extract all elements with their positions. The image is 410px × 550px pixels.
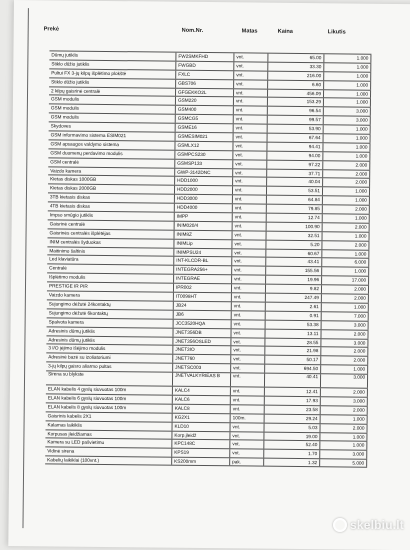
item-code-cell: IMPP xyxy=(174,213,232,221)
item-stock-cell: 2.000 xyxy=(320,330,368,338)
item-code-cell: HDD4000 xyxy=(174,204,232,212)
item-stock-cell: 2.000 xyxy=(322,205,370,213)
item-code-cell: KALC4 xyxy=(172,387,230,395)
item-code-cell: INIMPSU24 xyxy=(173,248,231,256)
item-unit-cell: vnt. xyxy=(233,80,267,88)
item-unit-cell: vnt. xyxy=(231,284,265,292)
item-stock-cell: 1.000 xyxy=(322,196,370,204)
item-unit-cell: vnt. xyxy=(231,258,265,266)
item-code-cell: KG2X1 xyxy=(172,413,230,421)
item-name-cell: PRESTIGE IR PIR xyxy=(48,283,88,289)
item-stock-cell: 2.000 xyxy=(320,348,368,356)
item-code-cell: HDD1000 xyxy=(174,177,232,185)
item-unit-cell: vnt. xyxy=(230,338,264,346)
watermark-logo-icon xyxy=(333,518,347,532)
item-code-cell: FXLC xyxy=(175,70,233,78)
watermark-text: skelbiu.lt xyxy=(349,518,404,532)
item-stock-cell: 1.000 xyxy=(319,433,367,441)
item-name-cell: Gaisrinis kabelis 2X1 xyxy=(47,413,92,419)
item-unit-cell: vnt. xyxy=(233,124,267,132)
item-price-cell: 53.51 xyxy=(266,187,322,195)
item-code-cell: INTEGRAE xyxy=(173,275,231,283)
item-stock-cell: 2.000 xyxy=(319,424,367,432)
item-code-cell: JNET356OSLED xyxy=(172,337,230,345)
item-code-cell: HDD3000 xyxy=(174,195,232,203)
item-name-cell: Adresinė bazė su izoliatoriumi xyxy=(48,354,111,361)
item-stock-cell: 1.000 xyxy=(323,125,371,133)
item-unit-cell: vnt. xyxy=(232,187,266,195)
item-stock-cell: 1.000 xyxy=(321,268,369,276)
item-name-cell: 4TB kietasis diskas xyxy=(49,203,90,209)
item-code-cell: GSMPCS230 xyxy=(174,150,232,158)
item-code-cell: JCC3520HQA xyxy=(173,319,231,327)
item-code-cell: GSMCG5 xyxy=(175,115,233,123)
item-unit-cell: vnt. xyxy=(232,151,266,159)
item-name-cell: Kietas diskas 1000GB xyxy=(50,176,97,183)
item-name-cell: 3TB kietasis diskas xyxy=(49,194,91,201)
item-name-cell: ELAN kabelis 8 gyslų siuvuotas 100m xyxy=(47,404,127,411)
item-price-cell: 40.41 xyxy=(264,374,320,388)
item-price-cell: 60.67 xyxy=(265,249,321,257)
item-unit-cell: vnt. xyxy=(232,231,266,239)
item-price-cell: 100.90 xyxy=(266,223,322,231)
item-stock-cell: 1.000 xyxy=(323,54,371,62)
table-header xyxy=(32,26,410,42)
item-name-cell: Kabelių laikiklai (100vnt.) xyxy=(47,457,100,464)
item-name-cell: Išplėtimo modulis xyxy=(49,274,86,281)
item-code-cell: INIM020/4 xyxy=(174,222,232,230)
item-unit-cell: vnt. xyxy=(230,423,264,431)
item-code-cell: GSM220 xyxy=(175,97,233,105)
item-stock-cell: 1.000 xyxy=(321,303,369,311)
item-unit-cell: vnt. xyxy=(233,107,267,115)
item-price-cell: 5.20 xyxy=(265,240,321,248)
item-unit-cell: vnt. xyxy=(231,311,265,319)
item-name-cell: Pultui FX 3-jų kilpų išplėtimo plokštė xyxy=(51,70,127,76)
header-kaina: Kaina xyxy=(277,28,293,35)
item-unit-cell: vnt. xyxy=(231,240,265,248)
item-unit-cell: vnt. xyxy=(233,133,267,141)
item-price-cell: 53.90 xyxy=(267,125,323,133)
inventory-table xyxy=(45,50,371,467)
item-unit-cell: vnt. xyxy=(231,302,265,310)
item-stock-cell: 1.000 xyxy=(319,442,367,450)
item-code-cell: GBS706 xyxy=(175,79,233,87)
item-unit-cell: vnt. xyxy=(229,432,263,440)
item-unit-cell: vnt. xyxy=(233,53,267,61)
item-name-cell: Adresinis dūmų jutiklis xyxy=(48,327,95,334)
item-price-cell: 21.98 xyxy=(264,347,320,355)
item-code-cell: KPS19 xyxy=(171,449,229,457)
item-unit-cell: vnt. xyxy=(230,396,264,404)
item-price-cell: 29.24 xyxy=(264,414,320,422)
item-unit-cell: vnt. xyxy=(232,178,266,186)
item-price-cell: 79.85 xyxy=(266,205,322,213)
item-code-cell: JB6 xyxy=(173,311,231,319)
item-unit-cell: vnt. xyxy=(232,204,266,212)
item-stock-cell: 3.000 xyxy=(320,339,368,347)
item-code-cell: KALC8 xyxy=(172,405,230,413)
item-price-cell: 94.00 xyxy=(266,151,322,159)
item-code-cell: GSMSP133 xyxy=(174,159,232,167)
item-name-cell: GSM modulis xyxy=(50,105,80,112)
item-stock-cell: 1.000 xyxy=(323,99,371,107)
item-name-cell: Kalamas laikiklis xyxy=(47,421,82,428)
watermark xyxy=(333,518,404,532)
item-unit-cell: vnt. xyxy=(229,441,263,449)
item-code-cell: JNET760 xyxy=(172,355,230,363)
item-stock-cell: 3.000 xyxy=(319,451,367,459)
item-price-cell: 32.51 xyxy=(266,231,322,239)
item-code-cell: HDD2000 xyxy=(174,186,232,194)
item-code-cell: IPR002 xyxy=(173,284,231,292)
header-matas: Matas xyxy=(241,28,258,35)
item-price-cell: 153.29 xyxy=(267,98,323,106)
item-unit-cell: vnt. xyxy=(230,329,264,337)
item-code-cell: KLD10 xyxy=(172,422,230,430)
item-unit-cell: vnt. xyxy=(230,356,264,364)
item-price-cell: 216.00 xyxy=(267,71,323,79)
item-price-cell: 65.00 xyxy=(267,54,323,62)
item-stock-cell: 2.000 xyxy=(321,241,369,249)
item-price-cell: 9.82 xyxy=(265,285,321,293)
item-name-cell: 3 I/O įėjimo išėjimo modulis xyxy=(48,345,106,352)
item-unit-cell: vnt. xyxy=(230,364,264,372)
item-price-cell: 99.57 xyxy=(267,116,323,124)
item-unit-cell: vnt. xyxy=(231,249,265,257)
item-unit-cell: vnt. xyxy=(232,213,266,221)
item-code-cell: JNET3IO xyxy=(172,346,230,354)
item-code-cell: IT0098HT xyxy=(173,293,231,301)
item-stock-cell: 1.000 xyxy=(322,214,370,222)
item-stock-cell: 1.000 xyxy=(322,143,370,151)
item-stock-cell: 2.000 xyxy=(320,357,368,365)
item-price-cell: 52.40 xyxy=(263,441,319,449)
item-unit-cell: vnt. xyxy=(230,387,264,395)
item-stock-cell: 3.000 xyxy=(320,397,368,405)
header-likutis: Likutis xyxy=(327,29,346,36)
item-stock-cell: 1.000 xyxy=(322,232,370,240)
item-code-cell: KALC6 xyxy=(172,396,230,404)
item-stock-cell: 7.000 xyxy=(321,312,369,320)
item-code-cell: JNETSC003 xyxy=(172,364,230,372)
item-stock-cell: 1.000 xyxy=(323,72,371,80)
item-unit-cell: vnt. xyxy=(232,222,266,230)
item-stock-cell: 2.000 xyxy=(321,285,369,293)
item-stock-cell: 2.000 xyxy=(320,406,368,414)
item-name-cell: GSM centralė xyxy=(50,159,79,165)
item-price-cell: 13.11 xyxy=(264,329,320,337)
item-stock-cell: 1.000 xyxy=(323,81,371,89)
item-name-cell: 2 kilpų gaisrinė centralė xyxy=(51,87,101,94)
item-price-cell: 28.55 xyxy=(264,338,320,346)
item-name-cell: 3-jų kilpų gaisro aliarmo pultas xyxy=(48,363,112,370)
item-unit-cell: vnt. xyxy=(232,196,266,204)
item-price-cell: 40.04 xyxy=(266,178,322,186)
item-name-cell: Stiklo dūžio jutiklis xyxy=(51,61,90,67)
item-stock-cell: 5.000 xyxy=(319,459,367,466)
item-name-cell: GSM duomenų perdavimo modulis xyxy=(50,150,123,156)
item-stock-cell: 1.000 xyxy=(321,250,369,258)
item-unit-cell: vnt. xyxy=(229,450,263,458)
item-name-cell: INIM centralės šyduokas xyxy=(49,239,101,245)
item-name-cell: Korpusas įleidžiamas xyxy=(47,430,92,437)
item-code-cell: GWP-3142DNC xyxy=(174,168,232,176)
item-name-cell: GSM informavimo sistema ESIM021 xyxy=(50,132,127,139)
item-code-cell: GSMESIM021 xyxy=(175,133,233,141)
item-unit-cell: vnt. xyxy=(233,71,267,79)
item-stock-cell: 6.000 xyxy=(321,259,369,267)
item-code-cell: JNETVALKYRIEAS B xyxy=(172,373,230,387)
item-price-cell: 94.41 xyxy=(266,143,322,151)
item-price-cell: 1.32 xyxy=(263,459,319,466)
item-name-cell: ELAN kabelis 6 gyslų siuvuotas 100m xyxy=(47,395,127,402)
item-name-cell: GSM modulis xyxy=(50,96,80,103)
item-stock-cell: 1.000 xyxy=(323,63,371,71)
page-margin-line xyxy=(22,8,28,528)
item-stock-cell: 1.000 xyxy=(322,152,370,160)
item-stock-cell: 2.000 xyxy=(322,179,370,187)
item-code-cell: INIMLip xyxy=(173,239,231,247)
item-price-cell: 50.17 xyxy=(264,356,320,364)
item-name-cell: Vaizdo kamera xyxy=(50,167,82,174)
item-code-cell: GFGEKKO2L xyxy=(175,88,233,96)
item-price-cell: 96.54 xyxy=(267,107,323,115)
item-stock-cell: 1.000 xyxy=(323,134,371,142)
item-code-cell: GSM400 xyxy=(175,106,233,114)
item-price-cell: 155.56 xyxy=(265,267,321,275)
item-unit-cell: 100m. xyxy=(230,414,264,422)
item-name-cell: Stiklo dūžio jutiklis xyxy=(51,79,90,85)
item-price-cell: 12.74 xyxy=(266,214,322,222)
item-stock-cell: 3.000 xyxy=(323,108,371,116)
item-name-cell: Sirena su blykste xyxy=(48,371,84,377)
item-name-cell: Spalvota kamera xyxy=(48,319,84,325)
item-stock-cell: 1.000 xyxy=(323,90,371,98)
item-unit-cell: vnt. xyxy=(233,116,267,124)
item-code-cell: FW2SMKFHD xyxy=(175,53,233,61)
item-name-cell: Impso smūgio jutiklis xyxy=(49,212,94,218)
item-stock-cell: 1.000 xyxy=(322,188,370,196)
item-name-cell: Centralė xyxy=(49,265,67,271)
item-price-cell: 97.22 xyxy=(266,160,322,168)
item-price-cell: 247.49 xyxy=(265,294,321,302)
item-price-cell: 43.41 xyxy=(265,258,321,266)
item-name-cell: Adresinis dūmų jutiklis xyxy=(48,336,95,343)
item-code-cell: JNET356DB xyxy=(172,328,230,336)
item-unit-cell: vnt. xyxy=(230,405,264,413)
item-unit-cell: vnt. xyxy=(231,276,265,284)
item-stock-cell: 3.000 xyxy=(321,321,369,329)
item-price-cell: 12.41 xyxy=(264,388,320,396)
item-price-cell: 456.09 xyxy=(267,89,323,97)
item-code-cell: FWGBD xyxy=(175,62,233,70)
item-stock-cell: 3.000 xyxy=(320,374,368,388)
item-price-cell: 33.30 xyxy=(267,63,323,71)
item-code-cell: INTEGRA256+ xyxy=(173,266,231,274)
item-price-cell: 53.38 xyxy=(265,320,321,328)
header-nom-nr: Nom.Nr. xyxy=(181,27,204,34)
item-unit-cell: vnt. xyxy=(232,169,266,177)
item-name-cell: Skydoves xyxy=(50,123,72,129)
item-code-cell: INIM8Z xyxy=(174,230,232,238)
item-unit-cell: vnt. xyxy=(231,267,265,275)
item-name-cell: Gaisrinės centralės išplėtėjas xyxy=(49,230,111,236)
item-stock-cell: 2.000 xyxy=(322,161,370,169)
item-price-cell: 6.60 xyxy=(267,80,323,88)
item-unit-cell: pak. xyxy=(229,458,263,465)
item-price-cell: 19.96 xyxy=(265,276,321,284)
item-code-cell: GSMLX12 xyxy=(174,142,232,150)
item-unit-cell: vnt. xyxy=(231,293,265,301)
item-price-cell: 1.70 xyxy=(263,450,319,458)
item-code-cell: GSME16 xyxy=(175,124,233,132)
item-code-cell: Korp.įleidž xyxy=(171,431,229,439)
item-price-cell: 37.71 xyxy=(266,169,322,177)
item-price-cell: 0.91 xyxy=(265,311,321,319)
item-unit-cell: vnt. xyxy=(232,142,266,150)
item-price-cell: 2.61 xyxy=(265,303,321,311)
item-unit-cell: vnt. xyxy=(233,98,267,106)
item-code-cell: KS200mm xyxy=(171,458,229,465)
item-unit-cell: vnt. xyxy=(230,347,264,355)
item-stock-cell: 17.000 xyxy=(321,276,369,284)
item-name-cell: Kietas diskas 2000GB xyxy=(50,185,97,192)
item-price-cell: 67.64 xyxy=(267,134,323,142)
item-name-cell: Led klaviatūra xyxy=(49,256,79,263)
item-name-cell: Sujungimo dėžutė 6kontaktų xyxy=(48,310,108,316)
item-name-cell: Dūmų jutiklis xyxy=(51,52,79,58)
item-name-cell: ELAN kabelis 4 gyslų siuvuotas 100m xyxy=(47,386,127,393)
item-unit-cell: vnt. xyxy=(233,89,267,97)
item-unit-cell: vnt. xyxy=(233,62,267,70)
item-stock-cell: 2.000 xyxy=(320,388,368,396)
item-code-cell: INT-KLCDR-BL xyxy=(173,257,231,265)
item-name-cell: Sujungimo dėžutė 24kontaktų xyxy=(48,301,111,307)
item-price-cell: 19.00 xyxy=(263,432,319,440)
item-name-cell: Vidinė sirena xyxy=(47,448,75,454)
item-unit-cell: vnt. xyxy=(232,160,266,168)
item-name-cell: Maitinimo šaltinis xyxy=(49,247,86,254)
item-price-cell: 17.93 xyxy=(264,397,320,405)
item-stock-cell: 2.000 xyxy=(322,170,370,178)
item-code-cell: JB24 xyxy=(173,302,231,310)
item-unit-cell: vnt. xyxy=(230,373,264,386)
item-price-cell: 5.03 xyxy=(263,423,319,431)
item-unit-cell: vnt. xyxy=(231,320,265,328)
item-stock-cell: 2.000 xyxy=(321,294,369,302)
item-name-cell: Vaizdo kamera xyxy=(48,292,80,298)
header-preke: Prekė xyxy=(43,26,59,33)
item-stock-cell: 3.000 xyxy=(323,116,371,124)
item-name-cell: Kamera su LED pašvietimu xyxy=(47,439,105,446)
item-price-cell: 64.84 xyxy=(266,196,322,204)
item-stock-cell: 1.000 xyxy=(320,365,368,373)
document-sheet xyxy=(8,0,410,550)
item-name-cell: GSM modulis xyxy=(50,114,79,120)
item-stock-cell: 1.000 xyxy=(320,415,368,423)
item-name-cell: Gaisrinė centralė xyxy=(49,221,86,227)
item-code-cell: KPC148C xyxy=(171,440,229,448)
item-name-cell: GSM apsaugos valdymo sistema xyxy=(50,141,120,148)
item-stock-cell: 2.000 xyxy=(322,223,370,231)
item-price-cell: 23.58 xyxy=(264,405,320,413)
item-price-cell: 694.50 xyxy=(264,365,320,373)
